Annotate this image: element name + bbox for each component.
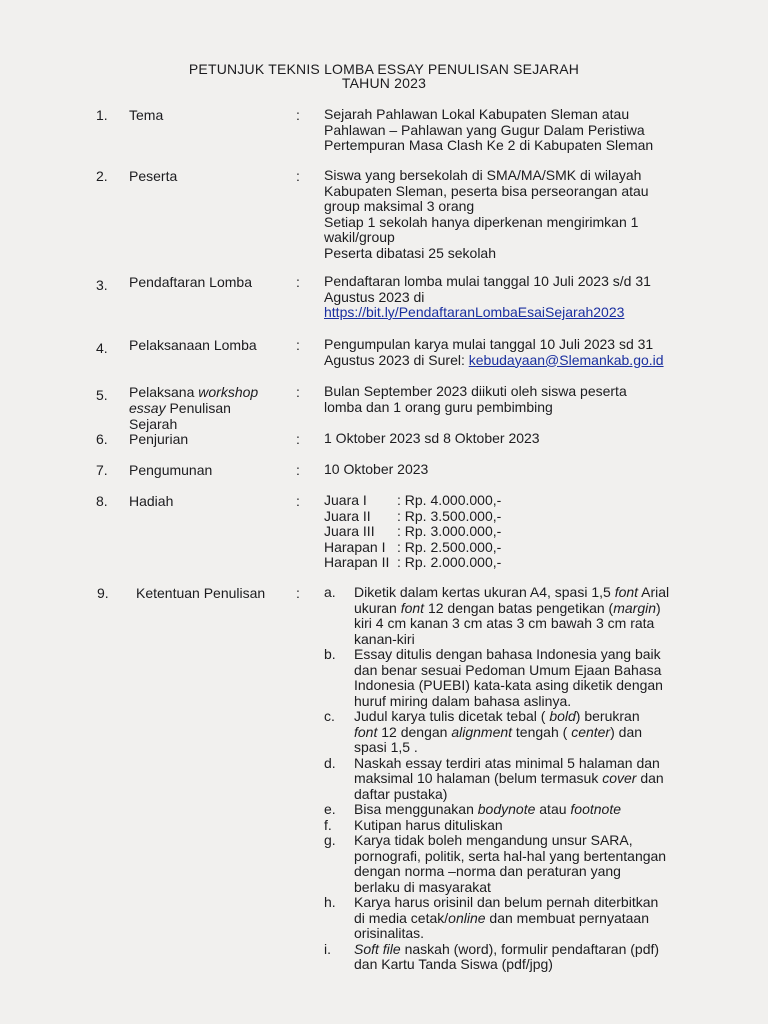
email-link[interactable]: kebudayaan@Slemankab.go.id <box>468 351 664 368</box>
registration-link[interactable]: https://bit.ly/PendaftaranLombaEsaiSejarah2023 <box>324 304 625 320</box>
item-label: Pelaksana workshop essay Penulisan Sejarah <box>129 384 259 432</box>
rule-f: f. Kutipan harus dituliskan <box>324 816 503 833</box>
item-label: Peserta <box>129 168 178 184</box>
item-number: 5. <box>96 387 108 403</box>
item-value: Pendaftaran lomba mulai tanggal 10 Juli 2023 s/d 31 Agustus 2023 di https://bit.ly/PendaftaranLombaEsaiSejarah2023 <box>324 273 651 320</box>
item-value: 1 Oktober 2023 sd 8 Oktober 2023 <box>324 430 540 446</box>
prize-row: Harapan I : Rp. 2.500.000,- <box>324 538 502 555</box>
prize-row: Juara I : Rp. 4.000.000,- <box>324 492 502 508</box>
rule-e: e. Bisa menggunakan bodynote atau footnote <box>324 801 622 817</box>
rule-i: i. Soft file naskah (word), formulir pendaftaran (pdf) dan Kartu Tanda Siswa (pdf/jpg) <box>324 940 660 972</box>
item-value: Siswa yang bersekolah di SMA/MA/SMK di wilayah Kabupaten Sleman, peserta bisa perseorangan atau group maksimal 3 orang Setiap 1 sekolah hanya diperkenan mengirimkan 1 wakil/group Peserta dibatasi 25 sekolah <box>324 167 649 261</box>
item-label: Tema <box>129 107 164 123</box>
item-colon: : <box>296 384 300 400</box>
rule-g: g. Karya tidak boleh mengandung unsur SARA, pornografi, politik, serta hal-hal yang bertentangan dengan norma –norma dan peraturan yang berlaku di masyarakat <box>324 832 667 895</box>
item-value: 10 Oktober 2023 <box>324 461 429 477</box>
rule-a: a. Diketik dalam kertas ukuran A4, spasi 1,5 font Arial ukuran font 12 dengan batas pengetikan (margin) kiri 4 cm kanan 3 cm atas 3 cm bawah 3 cm rata kanan-kiri <box>324 584 670 647</box>
item-colon: : <box>296 462 300 478</box>
item-number: 6. <box>96 431 108 447</box>
rules-list <box>324 585 704 973</box>
item-label: Hadiah <box>129 493 174 509</box>
item-number: 3. <box>96 277 108 293</box>
rule-c: c. Judul karya tulis dicetak tebal ( bold) berukran font 12 dengan alignment tengah ( center) dan spasi 1,5 . <box>324 708 643 755</box>
document-title: PETUNJUK TEKNIS LOMBA ESSAY PENULISAN SEJARAH <box>188 61 580 77</box>
item-label: Pelaksanaan Lomba <box>129 337 257 353</box>
item-colon: : <box>296 168 300 184</box>
item-number: 9. <box>97 585 109 601</box>
rule-h: h. Karya harus orisinil dan belum pernah diterbitkan di media cetak/online dan membuat pernyataan orisinalitas. <box>324 894 659 941</box>
item-label: Penjurian <box>129 431 189 447</box>
item-number: 2. <box>96 168 108 184</box>
item-number: 7. <box>96 462 108 478</box>
document-year: TAHUN 2023 <box>341 75 427 91</box>
item-colon: : <box>296 493 300 509</box>
prize-row: Harapan II : Rp. 2.000.000,- <box>324 554 502 570</box>
rule-b: b. Essay ditulis dengan bahasa Indonesia yang baik dan benar sesuai Pedoman Umum Ejaan Bahasa Indonesia (PUEBI) kata-kata asing diketik dengan huruf miring dalam bahasa aslinya. <box>324 646 663 709</box>
item-colon: : <box>296 274 300 290</box>
item-colon: : <box>296 585 300 601</box>
item-colon: : <box>296 431 300 447</box>
item-label: Pendaftaran Lomba <box>129 274 252 290</box>
item-label: Pengumunan <box>129 462 213 478</box>
prize-list <box>324 493 698 571</box>
item-colon: : <box>296 107 300 123</box>
item-number: 1. <box>96 107 108 123</box>
rule-d: d. Naskah essay terdiri atas minimal 5 halaman dan maksimal 10 halaman (belum termasuk cover dan daftar pustaka) <box>324 754 664 802</box>
item-value: Sejarah Pahlawan Lokal Kabupaten Sleman atau Pahlawan – Pahlawan yang Gugur Dalam Peristiwa Pertempuran Masa Clash Ke 2 di Kabupaten Sleman <box>324 106 654 153</box>
item-value: Bulan September 2023 diikuti oleh siswa peserta lomba dan 1 orang guru pembimbing <box>324 383 627 415</box>
prize-row: Juara II : Rp. 3.500.000,- <box>324 507 502 524</box>
item-number: 8. <box>96 493 108 509</box>
item-label: Ketentuan Penulisan <box>136 585 266 601</box>
item-value: Pengumpulan karya mulai tanggal 10 Juli 2023 sd 31 Agustus 2023 di Surel: kebudayaan@Slemankab.go.id <box>324 336 664 368</box>
item-number: 4. <box>96 340 108 356</box>
prize-row: Juara III : Rp. 3.000.000,- <box>324 523 502 539</box>
item-colon: : <box>296 337 300 353</box>
